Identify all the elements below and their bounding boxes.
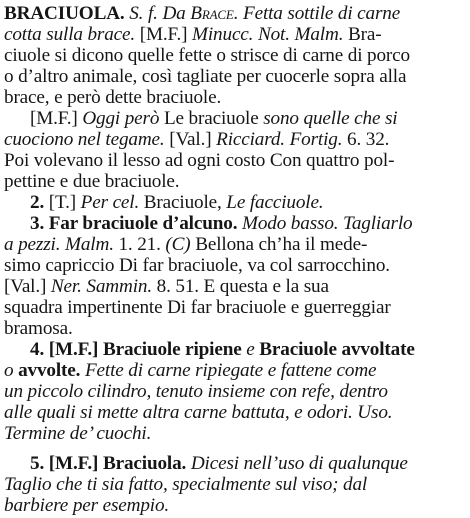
- entry-text-line: ciuole si dicono quelle fette o strisce di carne di porco: [4, 45, 410, 66]
- citation: Ricciard. Fortig.: [211, 129, 343, 150]
- entry-text-line: squadra impertinente Di far braciuole e guerreggiar: [4, 297, 391, 318]
- entry-text-line: o d’altro animale, così tagliate per cuocerle sopra alla: [4, 66, 407, 87]
- sense-4-line: 4. [M.F.] Braciuole ripiene e Braciuole avvoltate: [30, 339, 415, 360]
- source-tag: [M.F.]: [44, 339, 99, 360]
- source-tag: [M.F.]: [44, 453, 99, 474]
- source-tag: [M.F.]: [135, 24, 188, 45]
- sense-number: 2.: [30, 192, 45, 213]
- phrase-headword: Braciuole avvoltate: [254, 339, 415, 360]
- etymology-source: Brace: [190, 3, 234, 24]
- source-tag: [Val.]: [164, 129, 212, 150]
- sense-5-line: 5. [M.F.] Braciuola. Dicesi nell’uso di qualunque: [30, 453, 408, 474]
- entry-text-line: Termine de’ cuochi.: [4, 423, 152, 444]
- definition-text: . Fetta sottile di carne: [233, 3, 401, 24]
- entry-text-line: brace, e però dette braciuole.: [4, 87, 222, 108]
- phrase-headword: Far braciuole d’alcuno.: [44, 213, 238, 234]
- entry-text-line: bramosa.: [4, 318, 73, 339]
- entry-text-line: pettine e due braciuole.: [4, 171, 180, 192]
- entry-text-line: a pezzi. Malm. 1. 21. (C) Bellona ch’ha il mede-: [4, 234, 368, 255]
- entry-text-line: [Val.] Ner. Sammin. 8. 51. E questa e la sua: [4, 276, 329, 297]
- sense-number: 3.: [30, 213, 45, 234]
- source-tag: [M.F.]: [30, 108, 78, 129]
- dictionary-page: [4, 0, 466, 516]
- sense-number: 4.: [30, 339, 45, 360]
- entry-text-line: Taglio che ti sia fatto, specialmente sul viso; dal: [4, 474, 368, 495]
- grammar-label: S. f.: [124, 3, 158, 24]
- entry-text-line: alle quali si mette altra carne battuta, e odori. Uso.: [4, 402, 393, 423]
- entry-header-line: BRACIUOLA. S. f. Da Brace. Fetta sottile di carne: [4, 3, 401, 24]
- entry-text-line: Poi volevano il lesso ad ogni costo Con quattro pol-: [4, 150, 395, 171]
- phrase-headword: Braciuola.: [98, 453, 187, 474]
- entry-text-line: simo capriccio Di far braciuole, va col sarrocchino.: [4, 255, 390, 276]
- citation: Ner. Sammin.: [46, 276, 152, 297]
- source-tag: [T.]: [44, 192, 77, 213]
- sense-3-line: 3. Far braciuole d’alcuno. Modo basso. Tagliarlo: [30, 213, 413, 234]
- entry-text-line: o avvolte. Fette di carne ripiegate e fattene come: [4, 360, 377, 381]
- entry-text-line: [M.F.] Oggi però Le braciuole sono quelle che si: [30, 108, 398, 129]
- headword: BRACIUOLA.: [4, 3, 125, 24]
- source-tag: [Val.]: [4, 276, 47, 297]
- sense-2-line: 2. [T.] Per cel. Braciuole, Le facciuole.: [30, 192, 324, 213]
- phrase-headword: avvolte.: [13, 360, 81, 381]
- entry-text-line: un piccolo cilindro, tenuto insieme con refe, dentro: [4, 381, 388, 402]
- citation: Minucc. Not. Malm.: [187, 24, 344, 45]
- phrase-headword: Braciuole ripiene: [98, 339, 242, 360]
- citation: Malm.: [65, 234, 114, 255]
- entry-text-line: barbiere per esempio.: [4, 495, 170, 516]
- entry-text-line: cuociono nel tegame. [Val.] Ricciard. Fortig. 6. 32.: [4, 129, 390, 150]
- sense-number: 5.: [30, 453, 45, 474]
- entry-text-line: cotta sulla brace. [M.F.] Minucc. Not. Malm. Bra-: [4, 24, 382, 45]
- source-tag: (C): [165, 234, 191, 255]
